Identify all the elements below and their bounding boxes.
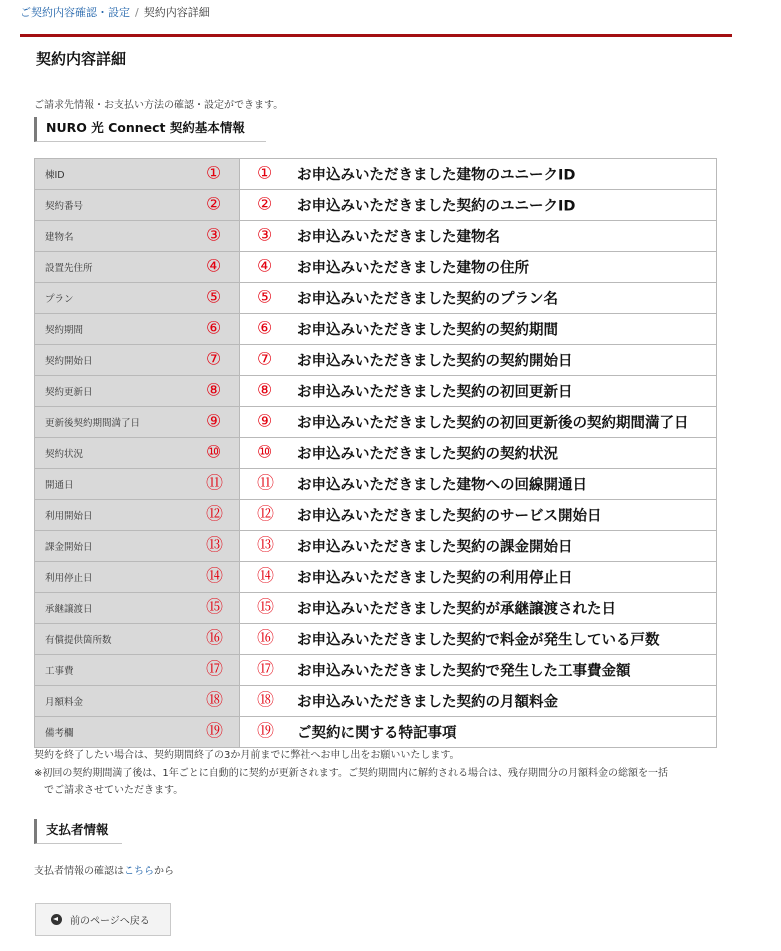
row-label-cell [35,531,240,562]
contract-info-row [35,376,717,407]
row-value: ご契約に関する特記事項 [297,725,457,742]
row-value-cell [240,221,717,252]
back-button[interactable] [35,903,171,936]
payer-info-link[interactable]: こちら [124,866,154,877]
row-label-cell [35,159,240,190]
row-value-marker: ① [257,163,273,184]
row-value-cell [240,562,717,593]
row-label-cell [35,314,240,345]
page-title: 契約内容詳細 [36,50,127,68]
row-label-cell [35,221,240,252]
row-value: お申込みいただきました契約の契約状況 [297,446,558,463]
row-label-marker: ⑨ [206,411,222,432]
payer-info-text [34,862,174,877]
row-value-marker: ⑯ [257,628,274,649]
row-value-cell [240,345,717,376]
row-value-cell [240,469,717,500]
row-value: お申込みいただきました契約で発生した工事費金額 [297,663,631,680]
contract-section-title: NURO 光 Connect 契約基本情報 [34,117,266,142]
row-label-cell [35,283,240,314]
row-label: 利用停止日 [45,573,93,584]
row-label-marker: ⑩ [206,442,222,463]
back-circle-icon [51,914,62,925]
row-label: 建物名 [45,232,74,243]
row-value-cell [240,407,717,438]
contract-info-row [35,593,717,624]
contract-info-row [35,407,717,438]
row-label-cell [35,624,240,655]
row-value-cell [240,717,717,748]
row-label: 棟ID [45,170,65,181]
row-label-marker: ③ [206,225,222,246]
row-value: お申込みいただきました契約で料金が発生している戸数 [297,632,660,649]
row-label-marker: ⑫ [206,504,223,525]
row-value-marker: ② [257,194,273,215]
row-label-marker: ⑮ [206,597,223,618]
row-label-marker: ⑤ [206,287,222,308]
row-value-marker: ⑥ [257,318,273,339]
contract-info-row [35,500,717,531]
header-divider [20,34,732,37]
row-value: お申込みいただきました契約の契約開始日 [297,353,573,370]
row-label-cell [35,655,240,686]
row-value-marker: ⑲ [257,721,274,742]
contract-info-row [35,190,717,221]
contract-info-row [35,531,717,562]
row-label: 工事費 [45,666,74,677]
row-value-cell [240,190,717,221]
row-label-cell [35,407,240,438]
row-value-marker: ⑫ [257,504,274,525]
row-label: 月額料金 [45,697,84,708]
row-label-marker: ② [206,194,222,215]
row-value: お申込みいただきました契約の課金開始日 [297,539,573,556]
row-value-marker: ⑤ [257,287,273,308]
breadcrumb-parent-link[interactable]: ご契約内容確認・設定 [20,6,130,19]
contract-note-renewal [34,765,724,799]
row-value: お申込みいただきました契約の月額料金 [297,694,558,711]
row-label-cell [35,345,240,376]
row-value-cell [240,376,717,407]
contract-info-row [35,438,717,469]
row-label-cell [35,686,240,717]
row-label-cell [35,469,240,500]
contract-info-row [35,221,717,252]
contract-note-termination: 契約を終了したい場合は、契約期間終了の3か月前までに弊社へお申し出をお願いいたします。 [34,750,460,761]
row-value: お申込みいただきました契約のプラン名 [297,291,558,308]
contract-info-row [35,686,717,717]
row-value-marker: ⑧ [257,380,273,401]
row-label-cell [35,190,240,221]
row-value: お申込みいただきました建物のユニークID [297,167,576,184]
row-value: お申込みいただきました契約のユニークID [297,198,576,215]
payer-section-title: 支払者情報 [34,819,122,844]
row-label: 契約期間 [45,325,84,336]
row-value-marker: ⑮ [257,597,274,618]
back-button-label: 前のページへ戻る [70,916,150,927]
row-value: お申込みいただきました契約のサービス開始日 [297,508,602,525]
breadcrumb-separator: / [135,6,139,19]
contract-info-table [34,158,717,748]
row-label: 契約開始日 [45,356,93,367]
row-label: 有償提供箇所数 [45,635,112,646]
row-label-marker: ① [206,163,222,184]
page-description: ご請求先情報・お支払い方法の確認・設定ができます。 [34,100,284,111]
row-label-cell [35,252,240,283]
row-value: お申込みいただきました契約の契約期間 [297,322,558,339]
row-value-marker: ③ [257,225,273,246]
row-label-marker: ⑪ [206,473,223,494]
row-value: お申込みいただきました建物への回線開通日 [297,477,587,494]
row-value-cell [240,283,717,314]
contract-info-row [35,562,717,593]
row-label-marker: ⑯ [206,628,223,649]
row-value-cell [240,686,717,717]
contract-note-renewal-line1: ※初回の契約期間満了後は、1年ごとに自動的に契約が更新されます。ご契約期間内に解約される場合は、残存期間分の月額料金の総額を一括 [34,768,668,779]
row-value-marker: ⑰ [257,659,274,680]
row-label: 利用開始日 [45,511,93,522]
row-label-marker: ⑭ [206,566,223,587]
row-value-marker: ⑨ [257,411,273,432]
row-value-cell [240,159,717,190]
row-label-marker: ⑬ [206,535,223,556]
row-label-cell [35,562,240,593]
row-label-cell [35,593,240,624]
row-label-marker: ⑧ [206,380,222,401]
contract-info-row [35,314,717,345]
row-label: 備考欄 [45,728,74,739]
row-label: 設置先住所 [45,263,93,274]
contract-info-row [35,283,717,314]
row-label: プラン [45,294,74,305]
row-value-marker: ④ [257,256,273,277]
row-value-cell [240,593,717,624]
row-label-cell [35,438,240,469]
row-value: お申込みいただきました契約の初回更新後の契約期間満了日 [297,415,689,432]
row-value-cell [240,500,717,531]
row-value: お申込みいただきました建物名 [297,229,500,246]
contract-info-row [35,345,717,376]
contract-info-row [35,252,717,283]
row-label: 契約番号 [45,201,84,212]
row-value-marker: ⑱ [257,690,274,711]
row-label-marker: ⑦ [206,349,222,370]
row-value: お申込みいただきました建物の住所 [297,260,529,277]
row-value-marker: ⑪ [257,473,274,494]
breadcrumb-current: 契約内容詳細 [143,6,210,19]
row-value-cell [240,314,717,345]
row-label-cell [35,500,240,531]
row-label: 承継譲渡日 [45,604,93,615]
row-label-marker: ⑲ [206,721,223,742]
breadcrumb [20,4,210,20]
contract-info-row [35,717,717,748]
payer-text-after: から [154,866,174,877]
contract-info-row [35,655,717,686]
row-value: お申込みいただきました契約の利用停止日 [297,570,573,587]
row-value-cell [240,624,717,655]
row-value: お申込みいただきました契約が承継譲渡された日 [297,601,616,618]
row-value-marker: ⑦ [257,349,273,370]
row-value-cell [240,252,717,283]
row-value-cell [240,655,717,686]
row-value-marker: ⑩ [257,442,273,463]
row-value-cell [240,438,717,469]
row-value-marker: ⑭ [257,566,274,587]
row-label: 契約更新日 [45,387,93,398]
row-label-cell [35,717,240,748]
row-label-marker: ⑱ [206,690,223,711]
contract-info-row [35,159,717,190]
row-value-marker: ⑬ [257,535,274,556]
row-value: お申込みいただきました契約の初回更新日 [297,384,573,401]
row-label: 契約状況 [45,449,84,460]
row-label-cell [35,376,240,407]
row-value-cell [240,531,717,562]
contract-info-row [35,469,717,500]
row-label: 課金開始日 [45,542,93,553]
row-label-marker: ④ [206,256,222,277]
row-label: 開通日 [45,480,74,491]
payer-text-before: 支払者情報の確認は [34,866,124,877]
row-label-marker: ⑥ [206,318,222,339]
contract-note-renewal-line2: でご請求させていただきます。 [44,785,184,796]
row-label-marker: ⑰ [206,659,223,680]
row-label: 更新後契約期間満了日 [45,418,141,429]
contract-info-row [35,624,717,655]
